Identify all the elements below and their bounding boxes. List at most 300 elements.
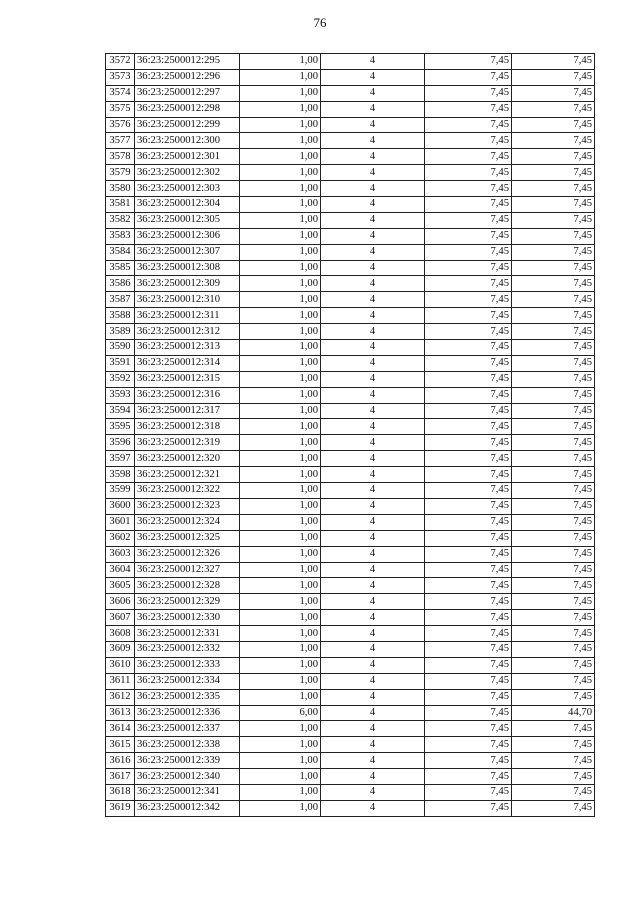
row-number-cell: 3601 [106, 514, 135, 530]
rate-cell: 7,45 [425, 594, 512, 610]
cadastral-number-cell: 36:23:2500012:319 [135, 435, 240, 451]
rate-cell: 7,45 [425, 101, 512, 117]
area-cell: 1,00 [240, 578, 321, 594]
total-cell: 7,45 [512, 610, 595, 626]
category-cell: 4 [321, 546, 425, 562]
category-cell: 4 [321, 435, 425, 451]
table-row [106, 784, 595, 800]
total-cell: 7,45 [512, 498, 595, 514]
total-cell: 7,45 [512, 276, 595, 292]
total-cell: 7,45 [512, 657, 595, 673]
table-row [106, 371, 595, 387]
cadastral-number-cell: 36:23:2500012:299 [135, 117, 240, 133]
cadastral-number-cell: 36:23:2500012:327 [135, 562, 240, 578]
total-cell: 7,45 [512, 181, 595, 197]
total-cell: 7,45 [512, 85, 595, 101]
rate-cell: 7,45 [425, 403, 512, 419]
row-number-cell: 3581 [106, 197, 135, 213]
category-cell: 4 [321, 578, 425, 594]
rate-cell: 7,45 [425, 419, 512, 435]
category-cell: 4 [321, 657, 425, 673]
cadastral-number-cell: 36:23:2500012:333 [135, 657, 240, 673]
area-cell: 1,00 [240, 387, 321, 403]
area-cell: 1,00 [240, 197, 321, 213]
table-row [106, 514, 595, 530]
cadastral-table-body [106, 54, 595, 817]
rate-cell: 7,45 [425, 562, 512, 578]
rate-cell: 7,45 [425, 181, 512, 197]
rate-cell: 7,45 [425, 498, 512, 514]
rate-cell: 7,45 [425, 212, 512, 228]
row-number-cell: 3588 [106, 308, 135, 324]
table-row [106, 657, 595, 673]
table-row [106, 800, 595, 816]
area-cell: 1,00 [240, 371, 321, 387]
category-cell: 4 [321, 165, 425, 181]
rate-cell: 7,45 [425, 467, 512, 483]
rate-cell: 7,45 [425, 371, 512, 387]
category-cell: 4 [321, 498, 425, 514]
row-number-cell: 3574 [106, 85, 135, 101]
cadastral-number-cell: 36:23:2500012:336 [135, 705, 240, 721]
total-cell: 7,45 [512, 212, 595, 228]
cadastral-number-cell: 36:23:2500012:317 [135, 403, 240, 419]
cadastral-number-cell: 36:23:2500012:335 [135, 689, 240, 705]
total-cell: 7,45 [512, 117, 595, 133]
category-cell: 4 [321, 308, 425, 324]
area-cell: 1,00 [240, 435, 321, 451]
rate-cell: 7,45 [425, 705, 512, 721]
category-cell: 4 [321, 530, 425, 546]
rate-cell: 7,45 [425, 641, 512, 657]
total-cell: 7,45 [512, 197, 595, 213]
rate-cell: 7,45 [425, 737, 512, 753]
rate-cell: 7,45 [425, 276, 512, 292]
rate-cell: 7,45 [425, 784, 512, 800]
total-cell: 7,45 [512, 784, 595, 800]
area-cell: 1,00 [240, 483, 321, 499]
row-number-cell: 3594 [106, 403, 135, 419]
rate-cell: 7,45 [425, 197, 512, 213]
cadastral-number-cell: 36:23:2500012:301 [135, 149, 240, 165]
cadastral-number-cell: 36:23:2500012:298 [135, 101, 240, 117]
category-cell: 4 [321, 69, 425, 85]
total-cell: 7,45 [512, 562, 595, 578]
cadastral-number-cell: 36:23:2500012:331 [135, 626, 240, 642]
row-number-cell: 3587 [106, 292, 135, 308]
total-cell: 7,45 [512, 419, 595, 435]
page-number: 76 [313, 15, 327, 30]
table-row [106, 101, 595, 117]
total-cell: 7,45 [512, 673, 595, 689]
row-number-cell: 3578 [106, 149, 135, 165]
rate-cell: 7,45 [425, 324, 512, 340]
rate-cell: 7,45 [425, 387, 512, 403]
row-number-cell: 3611 [106, 673, 135, 689]
area-cell: 1,00 [240, 451, 321, 467]
total-cell: 7,45 [512, 483, 595, 499]
table-row [106, 181, 595, 197]
area-cell: 1,00 [240, 292, 321, 308]
table-row [106, 133, 595, 149]
cadastral-number-cell: 36:23:2500012:310 [135, 292, 240, 308]
rate-cell: 7,45 [425, 69, 512, 85]
total-cell: 7,45 [512, 753, 595, 769]
row-number-cell: 3585 [106, 260, 135, 276]
category-cell: 4 [321, 276, 425, 292]
total-cell: 7,45 [512, 69, 595, 85]
total-cell: 7,45 [512, 292, 595, 308]
cadastral-number-cell: 36:23:2500012:325 [135, 530, 240, 546]
row-number-cell: 3602 [106, 530, 135, 546]
category-cell: 4 [321, 387, 425, 403]
rate-cell: 7,45 [425, 721, 512, 737]
table-row [106, 705, 595, 721]
rate-cell: 7,45 [425, 800, 512, 816]
cadastral-number-cell: 36:23:2500012:300 [135, 133, 240, 149]
table-row [106, 626, 595, 642]
rate-cell: 7,45 [425, 149, 512, 165]
area-cell: 1,00 [240, 228, 321, 244]
area-cell: 6,00 [240, 705, 321, 721]
rate-cell: 7,45 [425, 483, 512, 499]
category-cell: 4 [321, 800, 425, 816]
cadastral-number-cell: 36:23:2500012:315 [135, 371, 240, 387]
area-cell: 1,00 [240, 260, 321, 276]
rate-cell: 7,45 [425, 530, 512, 546]
area-cell: 1,00 [240, 800, 321, 816]
area-cell: 1,00 [240, 212, 321, 228]
area-cell: 1,00 [240, 673, 321, 689]
table-row [106, 769, 595, 785]
cadastral-number-cell: 36:23:2500012:321 [135, 467, 240, 483]
table-row [106, 578, 595, 594]
area-cell: 1,00 [240, 562, 321, 578]
total-cell: 7,45 [512, 387, 595, 403]
table-row [106, 721, 595, 737]
row-number-cell: 3599 [106, 483, 135, 499]
cadastral-number-cell: 36:23:2500012:307 [135, 244, 240, 260]
rate-cell: 7,45 [425, 546, 512, 562]
table-row [106, 197, 595, 213]
area-cell: 1,00 [240, 165, 321, 181]
area-cell: 1,00 [240, 324, 321, 340]
rate-cell: 7,45 [425, 54, 512, 70]
area-cell: 1,00 [240, 244, 321, 260]
total-cell: 7,45 [512, 371, 595, 387]
row-number-cell: 3617 [106, 769, 135, 785]
total-cell: 7,45 [512, 228, 595, 244]
cadastral-number-cell: 36:23:2500012:308 [135, 260, 240, 276]
category-cell: 4 [321, 673, 425, 689]
rate-cell: 7,45 [425, 610, 512, 626]
area-cell: 1,00 [240, 737, 321, 753]
area-cell: 1,00 [240, 546, 321, 562]
rate-cell: 7,45 [425, 340, 512, 356]
total-cell: 7,45 [512, 514, 595, 530]
category-cell: 4 [321, 117, 425, 133]
total-cell: 7,45 [512, 260, 595, 276]
area-cell: 1,00 [240, 117, 321, 133]
table-row [106, 149, 595, 165]
area-cell: 1,00 [240, 181, 321, 197]
cadastral-number-cell: 36:23:2500012:303 [135, 181, 240, 197]
cadastral-number-cell: 36:23:2500012:296 [135, 69, 240, 85]
table-row [106, 498, 595, 514]
category-cell: 4 [321, 197, 425, 213]
total-cell: 7,45 [512, 308, 595, 324]
area-cell: 1,00 [240, 403, 321, 419]
cadastral-number-cell: 36:23:2500012:330 [135, 610, 240, 626]
table-row [106, 419, 595, 435]
category-cell: 4 [321, 753, 425, 769]
cadastral-number-cell: 36:23:2500012:332 [135, 641, 240, 657]
category-cell: 4 [321, 101, 425, 117]
row-number-cell: 3596 [106, 435, 135, 451]
total-cell: 7,45 [512, 133, 595, 149]
area-cell: 1,00 [240, 753, 321, 769]
category-cell: 4 [321, 594, 425, 610]
cadastral-number-cell: 36:23:2500012:305 [135, 212, 240, 228]
category-cell: 4 [321, 260, 425, 276]
rate-cell: 7,45 [425, 657, 512, 673]
row-number-cell: 3608 [106, 626, 135, 642]
cadastral-number-cell: 36:23:2500012:320 [135, 451, 240, 467]
area-cell: 1,00 [240, 626, 321, 642]
category-cell: 4 [321, 641, 425, 657]
category-cell: 4 [321, 85, 425, 101]
category-cell: 4 [321, 610, 425, 626]
area-cell: 1,00 [240, 340, 321, 356]
cadastral-number-cell: 36:23:2500012:316 [135, 387, 240, 403]
table-row [106, 260, 595, 276]
row-number-cell: 3619 [106, 800, 135, 816]
table-row [106, 244, 595, 260]
rate-cell: 7,45 [425, 769, 512, 785]
category-cell: 4 [321, 403, 425, 419]
area-cell: 1,00 [240, 69, 321, 85]
cadastral-number-cell: 36:23:2500012:342 [135, 800, 240, 816]
total-cell: 7,45 [512, 800, 595, 816]
category-cell: 4 [321, 705, 425, 721]
row-number-cell: 3593 [106, 387, 135, 403]
table-row [106, 689, 595, 705]
area-cell: 1,00 [240, 498, 321, 514]
cadastral-number-cell: 36:23:2500012:309 [135, 276, 240, 292]
total-cell: 7,45 [512, 578, 595, 594]
area-cell: 1,00 [240, 769, 321, 785]
table-row [106, 594, 595, 610]
row-number-cell: 3609 [106, 641, 135, 657]
cadastral-number-cell: 36:23:2500012:341 [135, 784, 240, 800]
total-cell: 44,70 [512, 705, 595, 721]
row-number-cell: 3591 [106, 355, 135, 371]
area-cell: 1,00 [240, 530, 321, 546]
cadastral-number-cell: 36:23:2500012:311 [135, 308, 240, 324]
total-cell: 7,45 [512, 403, 595, 419]
rate-cell: 7,45 [425, 260, 512, 276]
area-cell: 1,00 [240, 149, 321, 165]
row-number-cell: 3607 [106, 610, 135, 626]
total-cell: 7,45 [512, 149, 595, 165]
cadastral-number-cell: 36:23:2500012:306 [135, 228, 240, 244]
table-row [106, 340, 595, 356]
table-row [106, 530, 595, 546]
category-cell: 4 [321, 467, 425, 483]
rate-cell: 7,45 [425, 292, 512, 308]
row-number-cell: 3577 [106, 133, 135, 149]
table-row [106, 228, 595, 244]
rate-cell: 7,45 [425, 228, 512, 244]
area-cell: 1,00 [240, 101, 321, 117]
cadastral-number-cell: 36:23:2500012:302 [135, 165, 240, 181]
cadastral-number-cell: 36:23:2500012:339 [135, 753, 240, 769]
cadastral-number-cell: 36:23:2500012:304 [135, 197, 240, 213]
cadastral-number-cell: 36:23:2500012:326 [135, 546, 240, 562]
total-cell: 7,45 [512, 340, 595, 356]
area-cell: 1,00 [240, 657, 321, 673]
table-row [106, 387, 595, 403]
category-cell: 4 [321, 737, 425, 753]
table-row [106, 403, 595, 419]
total-cell: 7,45 [512, 101, 595, 117]
category-cell: 4 [321, 133, 425, 149]
category-cell: 4 [321, 784, 425, 800]
total-cell: 7,45 [512, 721, 595, 737]
row-number-cell: 3576 [106, 117, 135, 133]
total-cell: 7,45 [512, 324, 595, 340]
row-number-cell: 3610 [106, 657, 135, 673]
row-number-cell: 3580 [106, 181, 135, 197]
rate-cell: 7,45 [425, 514, 512, 530]
area-cell: 1,00 [240, 641, 321, 657]
table-row [106, 212, 595, 228]
row-number-cell: 3582 [106, 212, 135, 228]
area-cell: 1,00 [240, 514, 321, 530]
total-cell: 7,45 [512, 594, 595, 610]
total-cell: 7,45 [512, 530, 595, 546]
rate-cell: 7,45 [425, 165, 512, 181]
table-row [106, 165, 595, 181]
category-cell: 4 [321, 181, 425, 197]
cadastral-number-cell: 36:23:2500012:318 [135, 419, 240, 435]
category-cell: 4 [321, 419, 425, 435]
total-cell: 7,45 [512, 244, 595, 260]
area-cell: 1,00 [240, 355, 321, 371]
category-cell: 4 [321, 324, 425, 340]
category-cell: 4 [321, 514, 425, 530]
area-cell: 1,00 [240, 85, 321, 101]
row-number-cell: 3575 [106, 101, 135, 117]
cadastral-number-cell: 36:23:2500012:338 [135, 737, 240, 753]
rate-cell: 7,45 [425, 689, 512, 705]
table-row [106, 451, 595, 467]
row-number-cell: 3616 [106, 753, 135, 769]
row-number-cell: 3584 [106, 244, 135, 260]
row-number-cell: 3573 [106, 69, 135, 85]
row-number-cell: 3615 [106, 737, 135, 753]
table-row [106, 641, 595, 657]
cadastral-table [105, 53, 595, 817]
table-row [106, 85, 595, 101]
category-cell: 4 [321, 355, 425, 371]
rate-cell: 7,45 [425, 578, 512, 594]
rate-cell: 7,45 [425, 244, 512, 260]
category-cell: 4 [321, 54, 425, 70]
table-row [106, 546, 595, 562]
table-row [106, 610, 595, 626]
category-cell: 4 [321, 340, 425, 356]
area-cell: 1,00 [240, 594, 321, 610]
table-row [106, 292, 595, 308]
cadastral-number-cell: 36:23:2500012:334 [135, 673, 240, 689]
table-row [106, 753, 595, 769]
cadastral-number-cell: 36:23:2500012:297 [135, 85, 240, 101]
category-cell: 4 [321, 626, 425, 642]
rate-cell: 7,45 [425, 435, 512, 451]
category-cell: 4 [321, 689, 425, 705]
cadastral-number-cell: 36:23:2500012:314 [135, 355, 240, 371]
cadastral-number-cell: 36:23:2500012:340 [135, 769, 240, 785]
table-row [106, 69, 595, 85]
table-row [106, 737, 595, 753]
area-cell: 1,00 [240, 721, 321, 737]
table-row [106, 673, 595, 689]
category-cell: 4 [321, 769, 425, 785]
table-row [106, 308, 595, 324]
row-number-cell: 3604 [106, 562, 135, 578]
area-cell: 1,00 [240, 54, 321, 70]
total-cell: 7,45 [512, 54, 595, 70]
total-cell: 7,45 [512, 435, 595, 451]
table-row [106, 276, 595, 292]
category-cell: 4 [321, 483, 425, 499]
total-cell: 7,45 [512, 451, 595, 467]
area-cell: 1,00 [240, 610, 321, 626]
category-cell: 4 [321, 212, 425, 228]
area-cell: 1,00 [240, 276, 321, 292]
cadastral-number-cell: 36:23:2500012:323 [135, 498, 240, 514]
row-number-cell: 3592 [106, 371, 135, 387]
rate-cell: 7,45 [425, 308, 512, 324]
row-number-cell: 3579 [106, 165, 135, 181]
category-cell: 4 [321, 149, 425, 165]
category-cell: 4 [321, 228, 425, 244]
area-cell: 1,00 [240, 784, 321, 800]
total-cell: 7,45 [512, 737, 595, 753]
row-number-cell: 3598 [106, 467, 135, 483]
row-number-cell: 3600 [106, 498, 135, 514]
table-row [106, 483, 595, 499]
cadastral-number-cell: 36:23:2500012:329 [135, 594, 240, 610]
total-cell: 7,45 [512, 641, 595, 657]
category-cell: 4 [321, 562, 425, 578]
rate-cell: 7,45 [425, 85, 512, 101]
area-cell: 1,00 [240, 308, 321, 324]
row-number-cell: 3613 [106, 705, 135, 721]
area-cell: 1,00 [240, 467, 321, 483]
category-cell: 4 [321, 244, 425, 260]
row-number-cell: 3586 [106, 276, 135, 292]
cadastral-number-cell: 36:23:2500012:328 [135, 578, 240, 594]
row-number-cell: 3605 [106, 578, 135, 594]
table-row [106, 355, 595, 371]
total-cell: 7,45 [512, 546, 595, 562]
table-row [106, 435, 595, 451]
rate-cell: 7,45 [425, 673, 512, 689]
row-number-cell: 3603 [106, 546, 135, 562]
category-cell: 4 [321, 371, 425, 387]
